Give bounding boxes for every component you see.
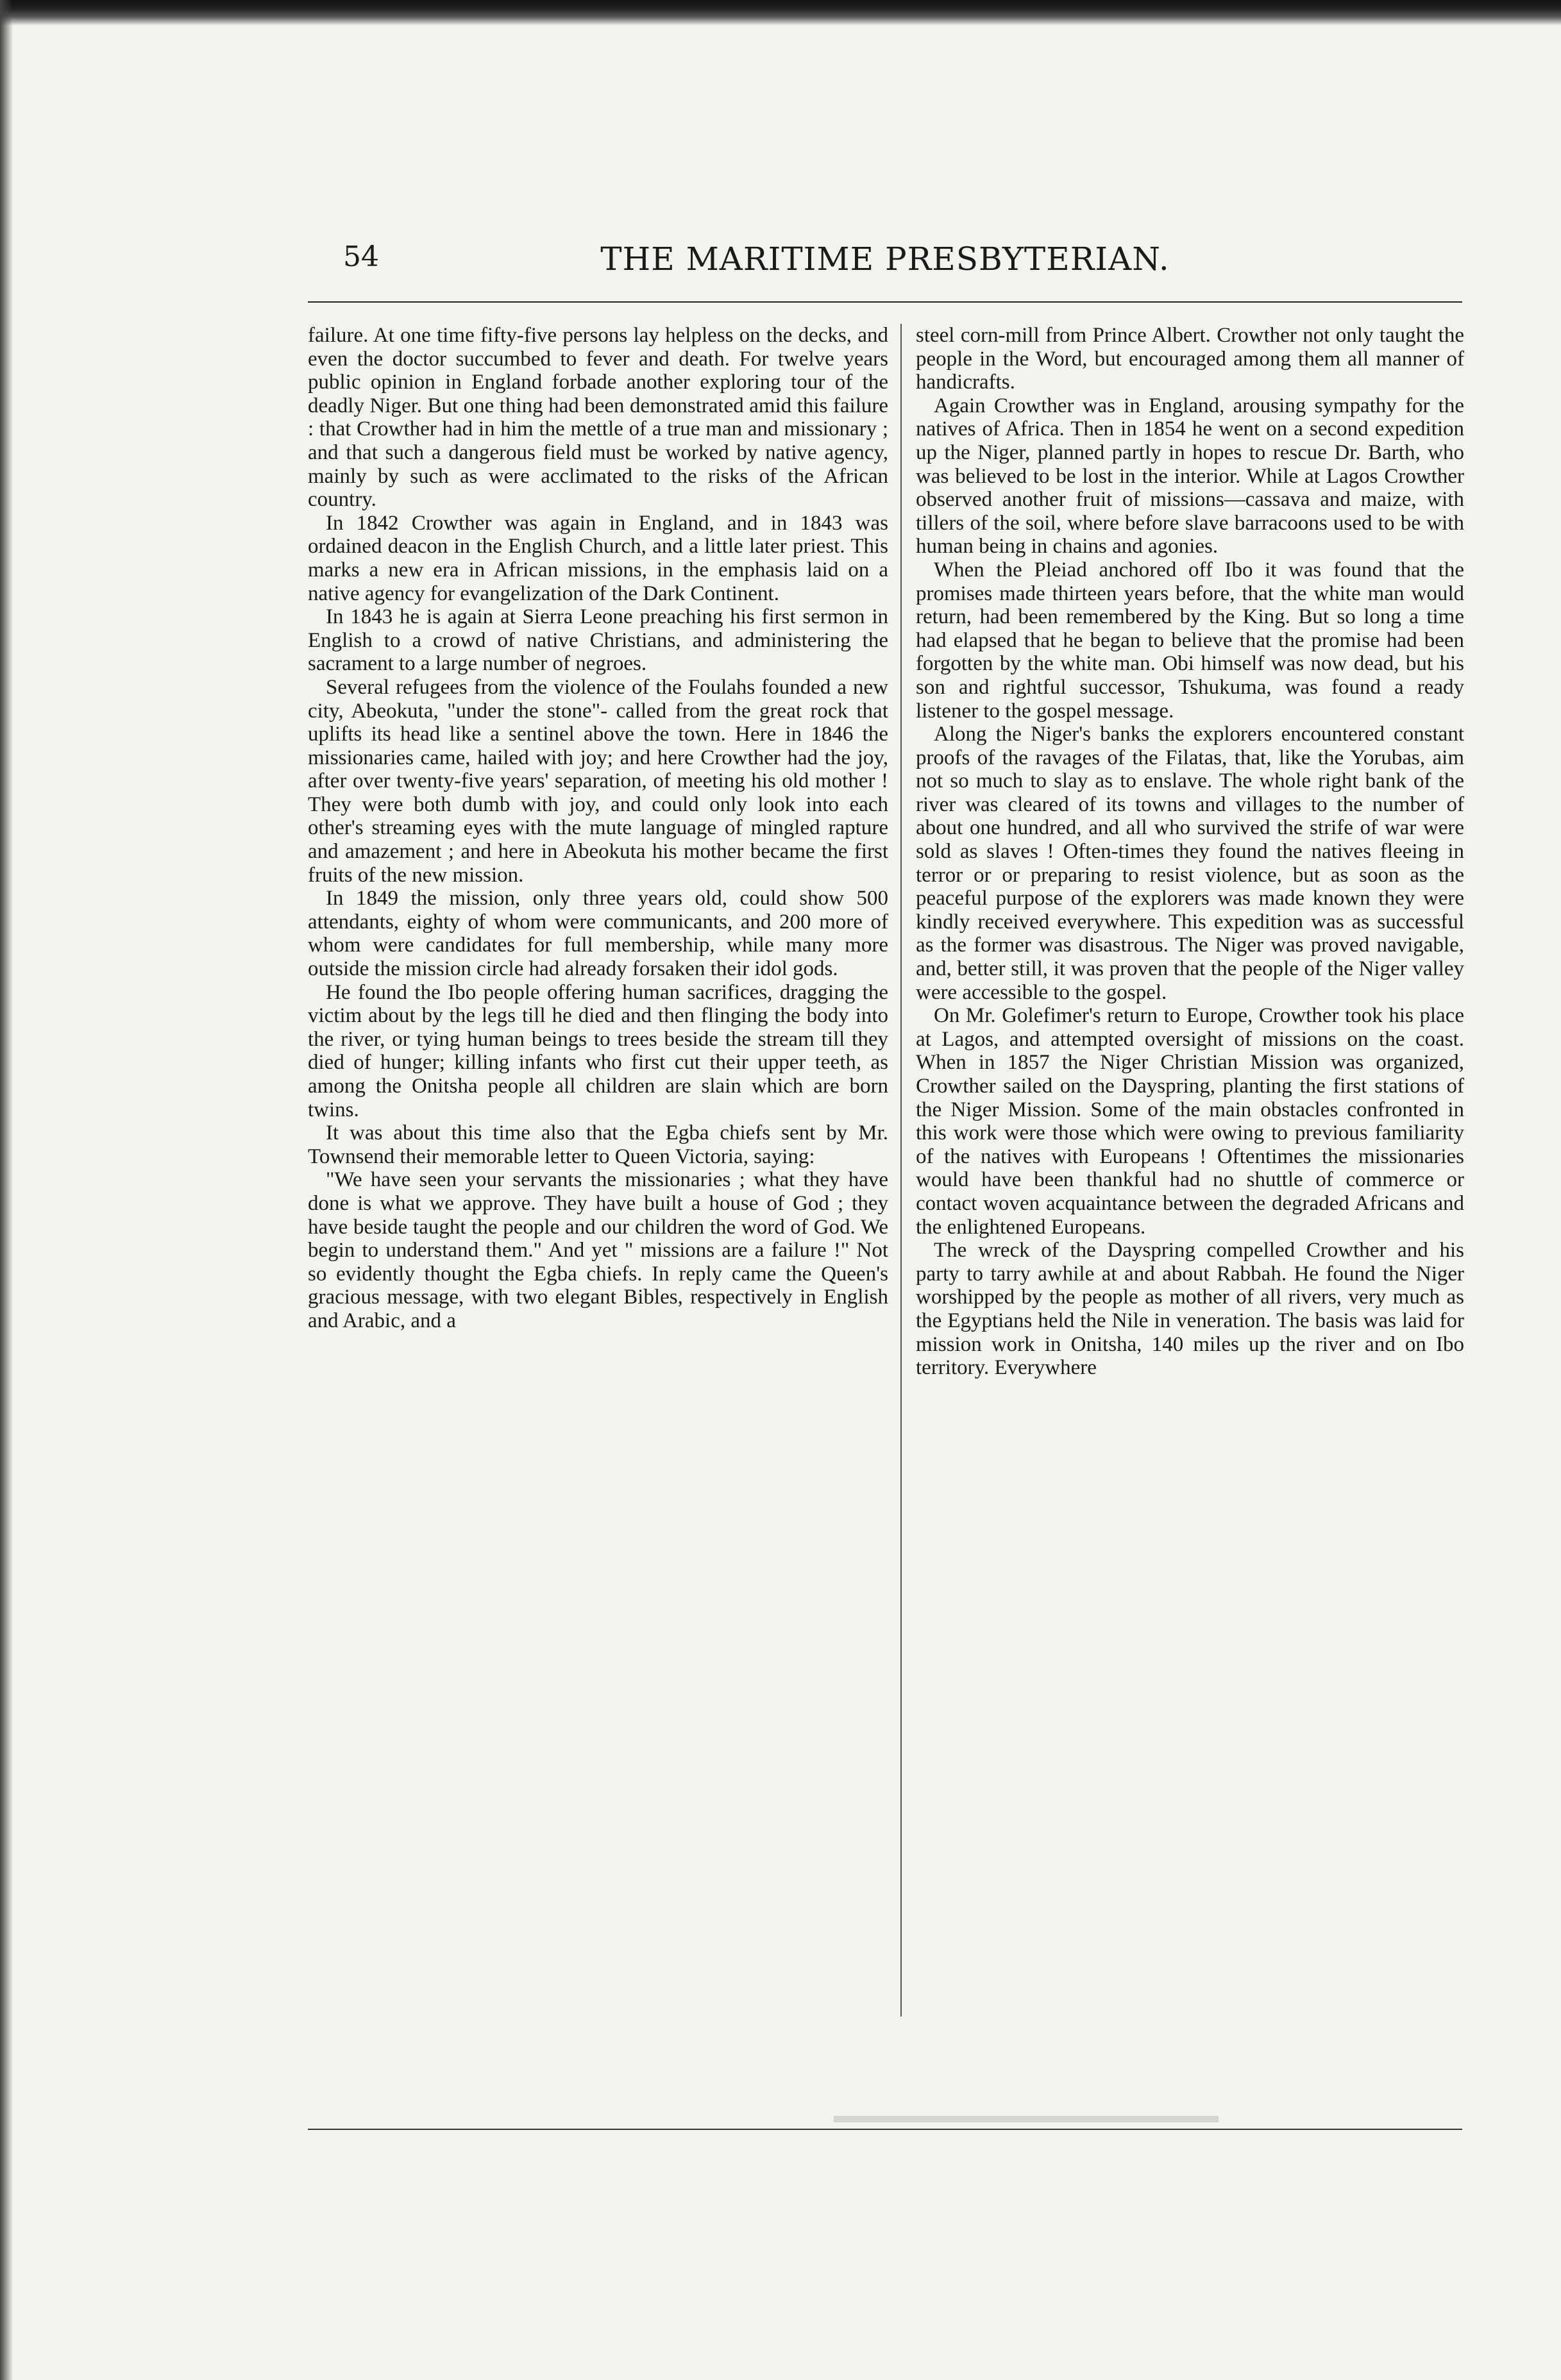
scan-smudge — [834, 2116, 1219, 2122]
bottom-rule — [308, 2129, 1462, 2130]
journal-title: THE MARITIME PRESBYTERIAN. — [600, 240, 1170, 278]
paragraph: On Mr. Golefimer's return to Europe, Crowther took his place at Lagos, and attempted oversight of missions on the coast. When in 1857 the Niger Christian Mission was organized, Crowther sailed on the Dayspring, planting the first stations of the Niger Mission. Some of the main obstacles confronted in this work were those which were owing to previous familiarity of the natives with Europeans ! Oftentimes the missionaries would have been thankful had no shuttle of commerce or contact woven acquaintance between the degraded Africans and the enlightened Europeans. — [916, 1004, 1464, 1239]
right-column — [916, 324, 1464, 2016]
page-number: 54 — [343, 240, 379, 273]
page-header — [308, 240, 1462, 285]
paragraph: "We have seen your servants the missionaries ; what they have done is what we approve. They have built a house of God ; they have beside taught the people and our children the word of God. We begin to understand them." And yet " missions are a failure !" Not so evidently thought the Egba chiefs. In reply came the Queen's gracious message, with two elegant Bibles, respectively in English and Arabic, and a — [308, 1168, 888, 1332]
paragraph: In 1843 he is again at Sierra Leone preaching his first sermon in English to a crowd of native Christians, and administering the sacrament to a large number of negroes. — [308, 605, 888, 676]
paragraph: It was about this time also that the Egba chiefs sent by Mr. Townsend their memorable letter to Queen Victoria, saying: — [308, 1121, 888, 1168]
paragraph: Along the Niger's banks the explorers encountered constant proofs of the ravages of the Filatas, that, like the Yorubas, aim not so much to slay as to enslave. The whole right bank of the river was cleared of its towns and villages to the number of about one hundred, and all who survived the strife of war were sold as slaves ! Often-times they found the natives fleeing in terror or or preparing to resist violence, but as soon as the peaceful purpose of the explorers was made known they were kindly received everywhere. This expedition was as successful as the former was disastrous. The Niger was proved navigable, and, better still, it was proven that the people of the Niger valley were accessible to the gospel. — [916, 723, 1464, 1004]
header-rule — [308, 301, 1462, 303]
paragraph: The wreck of the Dayspring compelled Crowther and his party to tarry awhile at and about Rabbah. He found the Niger worshipped by the people as mother of all rivers, very much as the Egyptians held the Nile in veneration. The basis was laid for mission work in Onitsha, 140 miles up the river and on Ibo territory. Everywhere — [916, 1239, 1464, 1380]
paragraph: failure. At one time fifty-five persons lay helpless on the decks, and even the doctor succumbed to fever and death. For twelve years public opinion in England forbade another exploring tour of the deadly Niger. But one thing had been demonstrated amid this failure : that Crowther had in him the mettle of a true man and missionary ; and that such a dangerous field must be worked by native agency, mainly by such as were acclimated to the risks of the African country. — [308, 324, 888, 512]
paragraph: Again Crowther was in England, arousing sympathy for the natives of Africa. Then in 1854 he went on a second expedition up the Niger, planned partly in hopes to rescue Dr. Barth, who was believed to be lost in the interior. While at Lagos Crowther observed another fruit of missions—cassava and maize, with tillers of the soil, where before slave barracoons used to be with human being in chains and agonies. — [916, 394, 1464, 558]
paragraph: He found the Ibo people offering human sacrifices, dragging the victim about by the legs till he died and then flinging the body into the river, or tying human beings to trees beside the stream till they died of hunger; killing infants who first cut their upper teeth, as among the Onitsha people all children are slain which are born twins. — [308, 980, 888, 1121]
paragraph: In 1849 the mission, only three years old, could show 500 attendants, eighty of whom were communicants, and 200 more of whom were candidates for full membership, while many more outside the mission circle had already forsaken their idol gods. — [308, 887, 888, 981]
scan-left-edge — [0, 0, 13, 2380]
scan-top-edge — [0, 0, 1561, 26]
paragraph: Several refugees from the violence of the Foulahs founded a new city, Abeokuta, "under the stone"- called from the great rock that uplifts its head like a sentinel above the town. Here in 1846 the missionaries came, hailed with joy; and here Crowther had the joy, after over twenty-five years' separation, of meeting his old mother ! They were both dumb with joy, and could only look into each other's streaming eyes with the mute language of mingled rapture and amazement ; and here in Abeokuta his mother became the first fruits of the new mission. — [308, 675, 888, 887]
column-divider — [900, 324, 902, 2016]
paragraph: When the Pleiad anchored off Ibo it was found that the promises made thirteen years before, that the white man would return, had been remembered by the King. But so long a time had elapsed that he began to believe that the promise had been forgotten by the white man. Obi himself was now dead, but his son and rightful successor, Tshukuma, was found a ready listener to the gospel message. — [916, 558, 1464, 723]
paragraph: In 1842 Crowther was again in England, and in 1843 was ordained deacon in the English Church, and a little later priest. This marks a new era in African missions, in the emphasis laid on a native agency for evangelization of the Dark Continent. — [308, 511, 888, 605]
paragraph: steel corn-mill from Prince Albert. Crowther not only taught the people in the Word, but encouraged among them all manner of handicrafts. — [916, 324, 1464, 394]
left-column — [308, 324, 888, 2016]
